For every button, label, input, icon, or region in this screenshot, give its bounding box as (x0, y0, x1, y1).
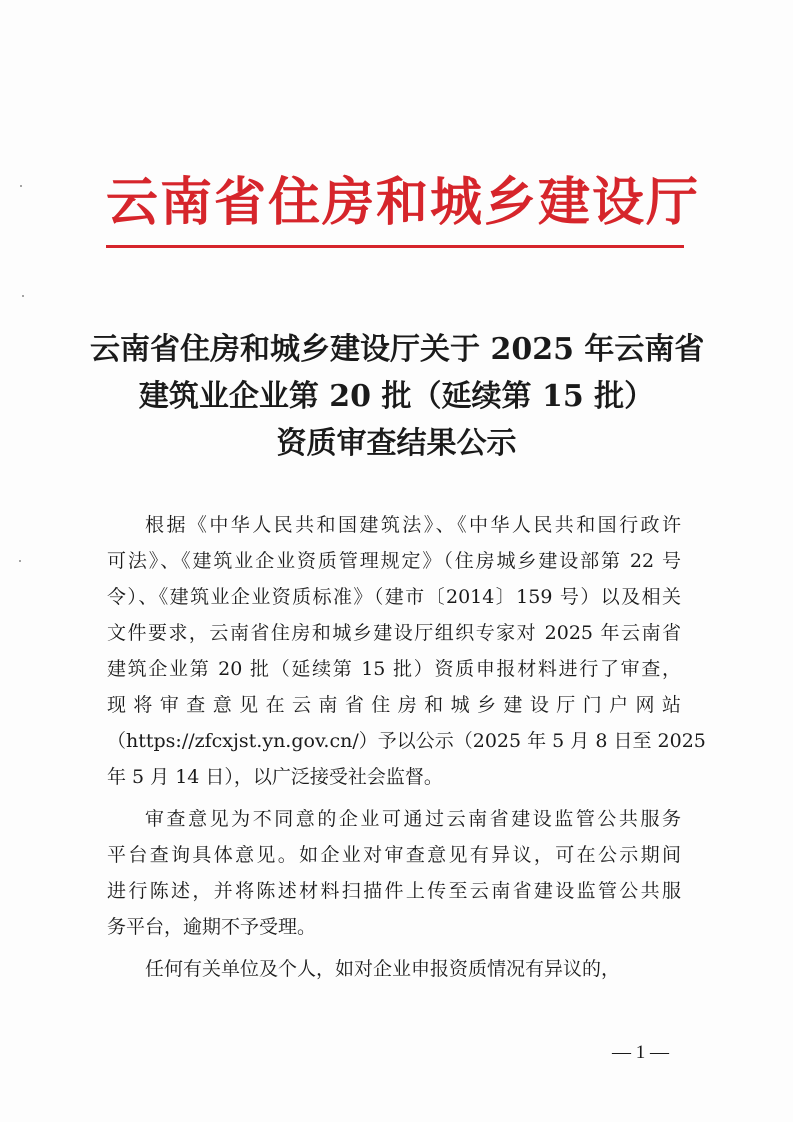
body-line: 可法》、《建筑业企业资质管理规定》（住房城乡建设部第 22 号 (107, 550, 681, 572)
body-line: 年 5 月 14 日），以广泛接受社会监督。 (107, 766, 443, 788)
paragraph-3 (107, 951, 681, 987)
letterhead-red-rule (106, 245, 684, 248)
body-line: 务平台，逾期不予受理。 (107, 916, 317, 938)
scan-speck (20, 185, 22, 187)
body-line: 平台查询具体意见。如企业对审查意见有异议，可在公示期间 (107, 844, 681, 866)
body-line: 审查意见为不同意的企业可通过云南省建设监管公共服务 (145, 808, 681, 830)
title-line-3: 资质审查结果公示 (276, 426, 517, 461)
body-line: （https://zfcxjst.yn.gov.cn/）予以公示（2025 年 5 月 8 日至 2025 (107, 730, 706, 752)
page-number: — 1 — (612, 1042, 669, 1063)
scan-speck (22, 295, 24, 297)
agency-letterhead: 云南省住房和城乡建设厅 (106, 172, 701, 233)
body-line: 根据《中华人民共和国建筑法》、《中华人民共和国行政许 (145, 514, 681, 536)
body-line: 现将审查意见在云南省住房和城乡建设厅门户网站 (107, 694, 681, 716)
body-line: 建筑企业第 20 批（延续第 15 批）资质申报材料进行了审查， (107, 658, 681, 680)
body-line: 文件要求，云南省住房和城乡建设厅组织专家对 2025 年云南省 (107, 622, 681, 644)
document-body (107, 507, 706, 987)
body-line: 任何有关单位及个人，如对企业申报资质情况有异议的， (145, 958, 621, 980)
paragraph-1 (107, 507, 706, 795)
document-title (90, 326, 703, 467)
paragraph-2 (107, 801, 681, 945)
title-line-2: 建筑业企业第 20 批（延续第 15 批） (138, 379, 655, 414)
body-line: 进行陈述，并将陈述材料扫描件上传至云南省建设监管公共服 (107, 880, 681, 902)
body-line: 令）、《建筑业企业资质标准》（建市〔2014〕159 号）以及相关 (107, 586, 681, 608)
title-line-1: 云南省住房和城乡建设厅关于 2025 年云南省 (90, 332, 705, 367)
scan-speck (19, 560, 21, 562)
